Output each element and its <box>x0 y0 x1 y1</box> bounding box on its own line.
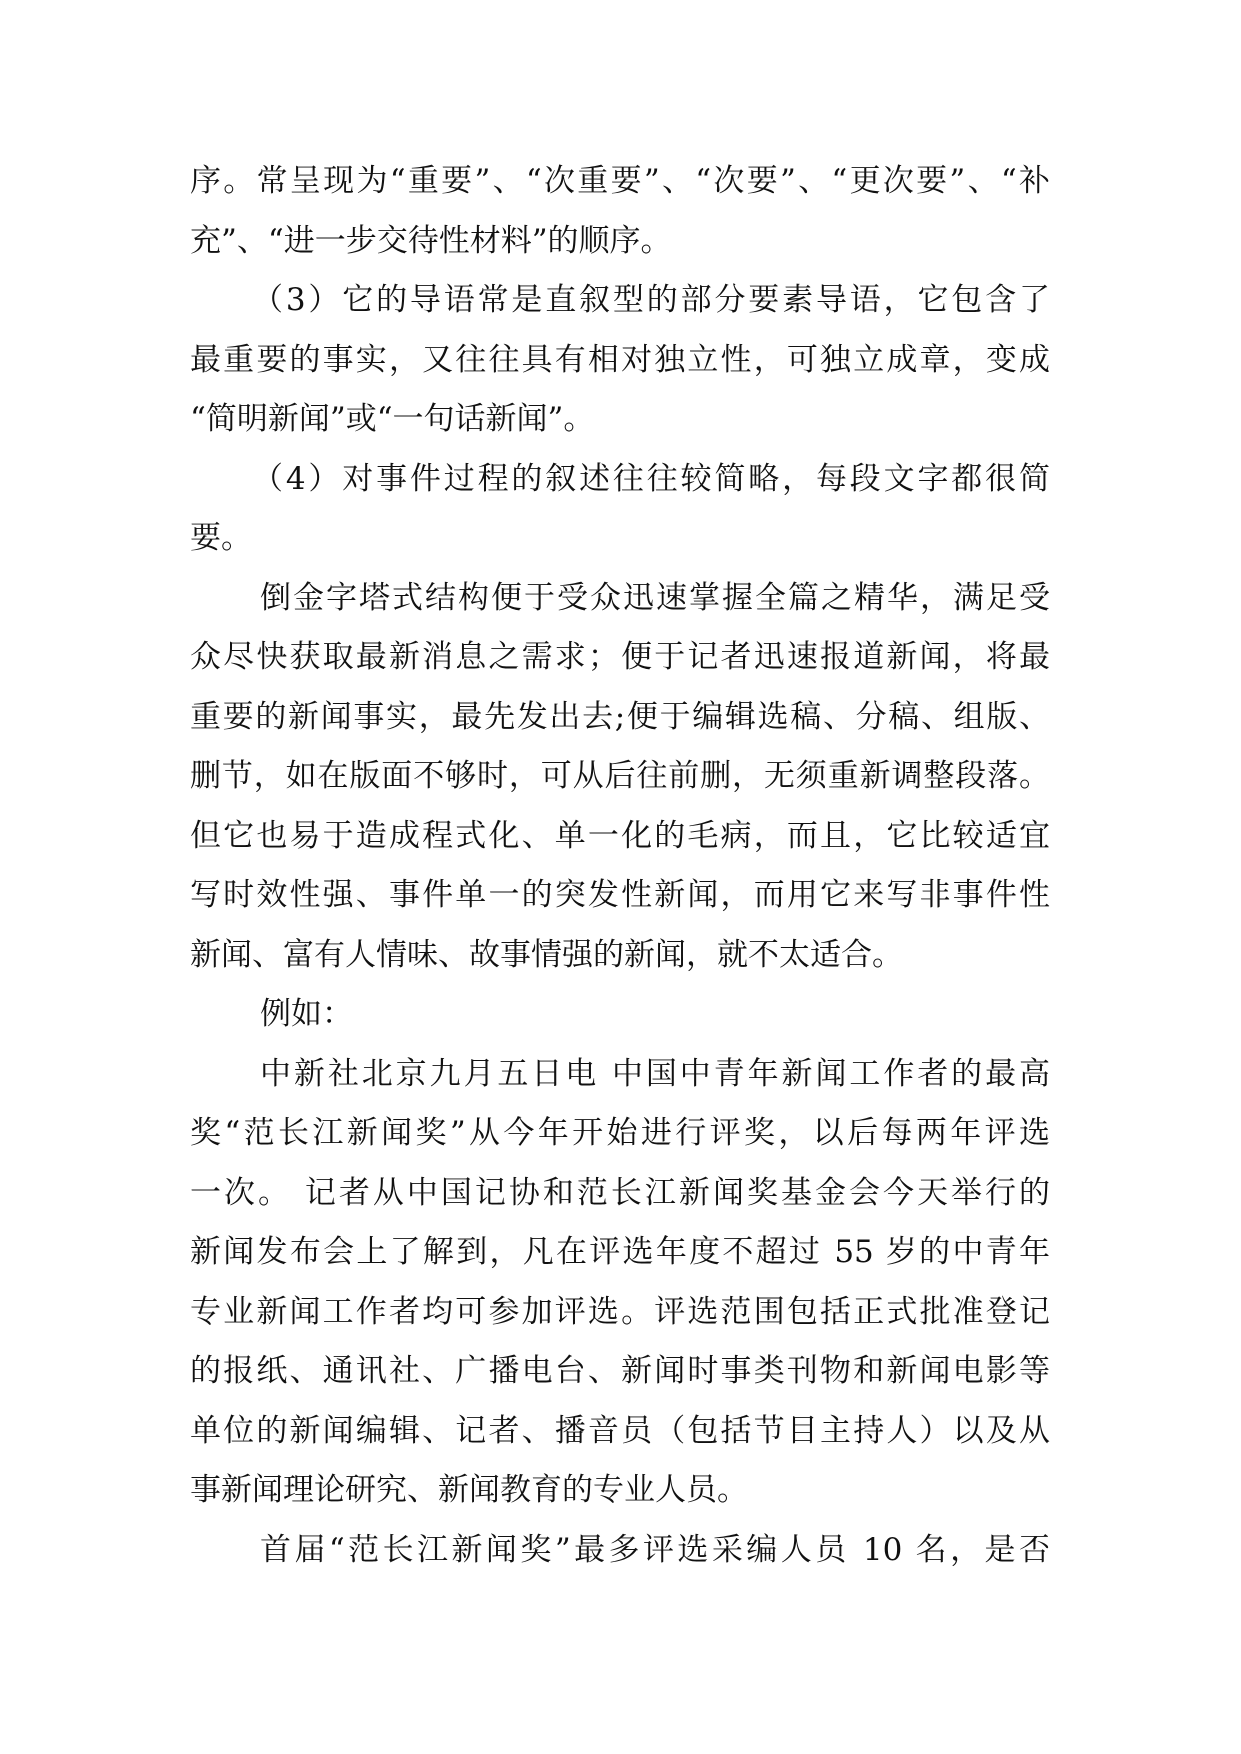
text-line: 充”、“进一步交待性材料”的顺序。 <box>190 222 672 259</box>
text-line: 的报纸、通讯社、广播电台、新闻时事类刊物和新闻电影等 <box>190 1353 1050 1389</box>
paragraph-start-line: 中新社北京九月五日电 中国中青年新闻工作者的最高 <box>260 1055 1050 1092</box>
document-body <box>190 152 1050 1580</box>
text-line: 最重要的事实，又往往具有相对独立性，可独立成章，变成 <box>190 341 1050 378</box>
text-line: 专业新闻工作者均可参加评选。评选范围包括正式批准登记 <box>190 1293 1050 1330</box>
text-line: 要。 <box>190 520 252 556</box>
text-line: 奖“范长江新闻奖”从今年开始进行评奖，以后每两年评选 <box>190 1115 1050 1151</box>
text-line: 新闻发布会上了解到，凡在评选年度不超过 55 岁的中青年 <box>190 1234 1050 1270</box>
paragraph-start-line: 例如： <box>260 996 353 1032</box>
text-line: 新闻、富有人情味、故事情强的新闻，就不太适合。 <box>190 936 903 973</box>
text-line: 重要的新闻事实，最先发出去;便于编辑选稿、分稿、组版、 <box>190 698 1050 735</box>
text-line: 事新闻理论研究、新闻教育的专业人员。 <box>190 1472 748 1508</box>
paragraph-start-line: 倒金字塔式结构便于受众迅速掌握全篇之精华，满足受 <box>260 579 1050 616</box>
text-line: 众尽快获取最新消息之需求；便于记者迅速报道新闻，将最 <box>190 639 1050 675</box>
text-line: 一次。 记者从中国记协和范长江新闻奖基金会今天举行的 <box>190 1174 1050 1211</box>
paragraph-start-line: （3）它的导语常是直叙型的部分要素导语，它包含了 <box>252 282 1050 318</box>
text-line: 删节，如在版面不够时，可从后往前删，无须重新调整段落。 <box>190 758 1050 794</box>
text-line: 写时效性强、事件单一的突发性新闻，而用它来写非事件性 <box>190 877 1050 913</box>
text-line: 序。常呈现为“重要”、“次重要”、“次要”、“更次要”、“补 <box>190 163 1050 199</box>
text-line: 单位的新闻编辑、记者、播音员（包括节目主持人）以及从 <box>190 1412 1050 1449</box>
text-line: 但它也易于造成程式化、单一化的毛病，而且，它比较适宜 <box>190 817 1050 854</box>
text-line: “简明新闻”或“一句话新闻”。 <box>190 401 595 437</box>
paragraph-start-line: 首届“范长江新闻奖”最多评选采编人员 10 名，是否 <box>260 1531 1050 1568</box>
paragraph-start-line: （4）对事件过程的叙述往往较简略，每段文字都很简 <box>252 460 1050 497</box>
